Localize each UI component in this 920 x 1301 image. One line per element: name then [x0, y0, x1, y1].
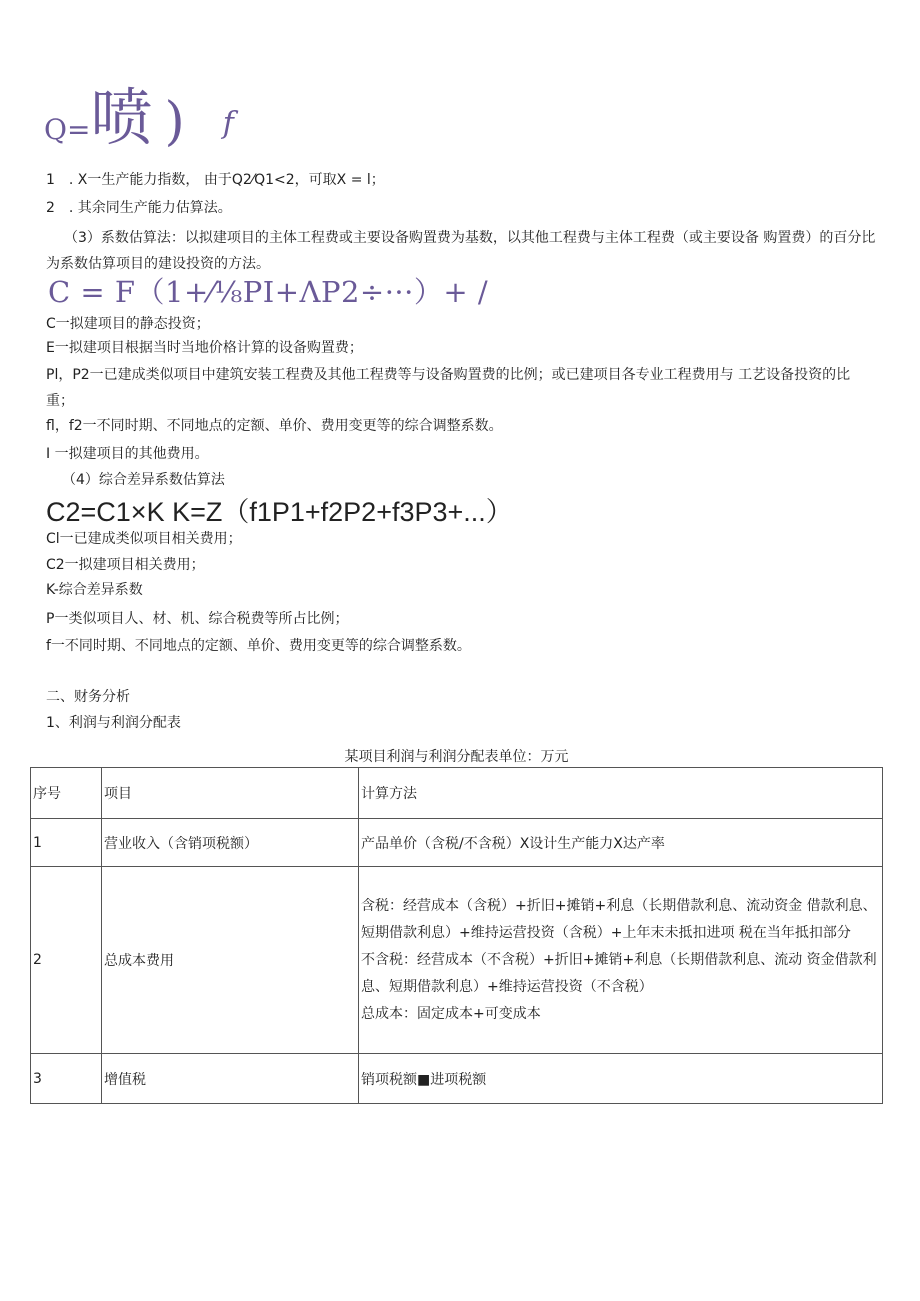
header-item: 项目: [102, 768, 359, 819]
definition-i: I 一拟建项目的其他费用。: [46, 446, 209, 462]
cell-method: [359, 867, 883, 1054]
method-line-taxed: 含税：经营成本（含税）+折旧+摊销+利息（长期借款利息、流动资金 借款利息、短期借款利息）+维持运营投资（含税）+上年末未抵扣进项 税在当年抵扣部分: [361, 897, 877, 941]
definition-p: Pl，P2一已建成类似项目中建筑安装工程费及其他工程费等与设备购置费的比例；或已建项目各专业工程费用与 工艺设备投资的比重；: [46, 367, 851, 409]
formula-paren: ): [164, 92, 185, 152]
section-heading-financial: 二、财务分析: [46, 689, 130, 705]
definition-c1: Cl一已建成类似项目相关费用；: [46, 531, 242, 547]
formula-capacity-index: [44, 78, 234, 158]
definition-ff: f一不同时期、不同地点的定额、单价、费用变更等的综合调整系数。: [46, 638, 471, 654]
definition-k: K-综合差异系数: [46, 582, 143, 598]
formula-q-symbol: Q=: [44, 113, 91, 146]
cell-no: 3: [31, 1054, 102, 1104]
table-row: [31, 1054, 883, 1104]
header-no: 序号: [31, 768, 102, 819]
heading-composite-method: （4）综合差异系数估算法: [62, 472, 225, 488]
cell-method: 产品单价（含税/不含税）X设计生产能力X达产率: [359, 819, 883, 867]
table-row: [31, 867, 883, 1054]
cell-no: 2: [31, 867, 102, 1054]
method-line-total: 总成本：固定成本+可变成本: [361, 1005, 541, 1022]
cell-method: 销项税额■进项税额: [359, 1054, 883, 1104]
definition-f: fl，f2一不同时期、不同地点的定额、单价、费用变更等的综合调整系数。: [46, 418, 503, 434]
cell-no: 1: [31, 819, 102, 867]
section-heading-profit-table: 1、利润与利润分配表: [46, 715, 181, 731]
text-line-2: 2 . 其余同生产能力估算法。: [46, 200, 232, 216]
paragraph-coefficient-method: （3）系数估算法：以拟建项目的主体工程费或主要设备购置费为基数，以其他工程费与主体工程费（或主要设备 购置费）的百分比为系数估算项目的建设投资的方法。: [46, 230, 876, 272]
table-header-row: [31, 768, 883, 819]
formula-main-glyph: 喷: [90, 81, 153, 154]
method-line-untaxed: 不含税：经营成本（不含税）+折旧+摊销+利息（长期借款利息、流动 资金借款利息、短期借款利息）+维持运营投资（不含税）: [361, 951, 877, 995]
formula-f-symbol: f: [222, 106, 234, 141]
cell-item: 增值税: [102, 1054, 359, 1104]
cell-item: 营业收入（含销项税额）: [102, 819, 359, 867]
table-caption: 某项目利润与利润分配表单位：万元: [344, 749, 569, 765]
definition-e: E一拟建项目根据当时当地价格计算的设备购置费；: [46, 340, 363, 356]
formula-coefficient: C = F（1+⁄⅛PI+ΛP2÷···）+ /: [48, 275, 489, 309]
table-row: [31, 819, 883, 867]
cell-item: 总成本费用: [102, 867, 359, 1054]
definition-pp: P一类似项目人、材、机、综合税费等所占比例；: [46, 611, 349, 627]
header-method: 计算方法: [359, 768, 883, 819]
definition-c2: C2一拟建项目相关费用；: [46, 557, 205, 573]
profit-distribution-table: [30, 767, 883, 1104]
text-line-1: 1 . X一生产能力指数， 由于Q2⁄Q1<2，可取X = l；: [46, 172, 385, 188]
definition-c: C一拟建项目的静态投资；: [46, 316, 210, 332]
formula-composite: C2=C1×K K=Z（f1P1+f2P2+f3P3+...）: [46, 497, 513, 527]
